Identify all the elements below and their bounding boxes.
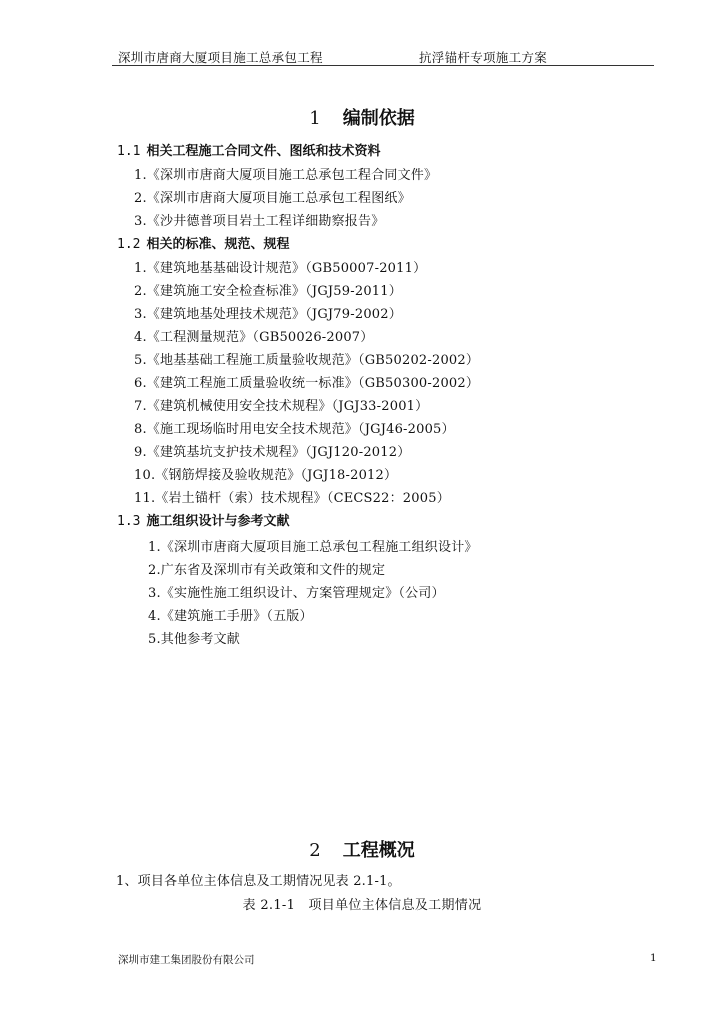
list-item: 2.《建筑施工安全检查标准》（JGJ59-2011） <box>134 284 402 299</box>
list-item: 2.《深圳市唐商大厦项目施工总承包工程图纸》 <box>134 191 411 206</box>
list-item: 4.《建筑施工手册》（五版） <box>148 609 313 624</box>
list-item: 5.其他参考文献 <box>148 632 241 647</box>
body-paragraph: 1、项目各单位主体信息及工期情况见表 2.1-1。 <box>116 874 401 889</box>
list-item: 9.《建筑基坑支护技术规程》（JGJ120-2012） <box>134 445 411 460</box>
chapter-2-heading <box>0 836 724 862</box>
header-divider <box>112 65 654 66</box>
section-1-2-heading <box>117 233 290 252</box>
list-item: 1.《建筑地基基础设计规范》（GB50007-2011） <box>134 261 427 276</box>
list-item: 7.《建筑机械使用安全技术规程》（JGJ33-2001） <box>134 399 429 414</box>
chapter-1-heading <box>0 104 724 130</box>
list-item: 1.《深圳市唐商大厦项目施工总承包工程合同文件》 <box>134 168 438 183</box>
chapter-1-title: 编制依据 <box>342 108 415 129</box>
page-number: 1 <box>650 952 657 964</box>
section-1-1-heading <box>117 140 381 159</box>
section-title: 相关工程施工合同文件、图纸和技术资料 <box>146 144 381 159</box>
list-item: 3.《实施性施工组织设计、方案管理规定》（公司） <box>148 586 445 601</box>
section-title: 相关的标准、规范、规程 <box>146 237 290 252</box>
list-item: 11.《岩土锚杆（索）技术规程》（CECS22：2005） <box>134 491 450 506</box>
chapter-1-number: 1 <box>309 108 321 129</box>
list-item: 6.《建筑工程施工质量验收统一标准》（GB50300-2002） <box>134 376 480 391</box>
header-document-title: 抗浮锚杆专项施工方案 <box>419 50 548 65</box>
section-number: 1.1 <box>117 144 141 159</box>
list-item: 10.《钢筋焊接及验收规范》（JGJ18-2012） <box>134 468 398 483</box>
list-item: 3.《建筑地基处理技术规范》（JGJ79-2002） <box>134 307 402 322</box>
list-item: 1.《深圳市唐商大厦项目施工总承包工程施工组织设计》 <box>148 540 478 555</box>
list-item: 4.《工程测量规范》（GB50026-2007） <box>134 330 374 345</box>
header-project-name: 深圳市唐商大厦项目施工总承包工程 <box>118 50 323 65</box>
section-1-3-heading <box>117 510 290 529</box>
footer-company: 深圳市建工集团股份有限公司 <box>118 954 255 966</box>
section-title: 施工组织设计与参考文献 <box>146 514 290 529</box>
list-item: 5.《地基基础工程施工质量验收规范》（GB50202-2002） <box>134 353 480 368</box>
list-item: 3.《沙井德普项目岩土工程详细勘察报告》 <box>134 214 385 229</box>
list-item: 8.《施工现场临时用电安全技术规范》（JGJ46-2005） <box>134 422 455 437</box>
table-caption: 表 2.1-1 项目单位主体信息及工期情况 <box>242 898 482 913</box>
chapter-2-number: 2 <box>309 840 321 861</box>
chapter-2-title: 工程概况 <box>342 840 415 861</box>
list-item: 2.广东省及深圳市有关政策和文件的规定 <box>148 563 386 578</box>
section-number: 1.2 <box>117 237 141 252</box>
section-number: 1.3 <box>117 514 141 529</box>
